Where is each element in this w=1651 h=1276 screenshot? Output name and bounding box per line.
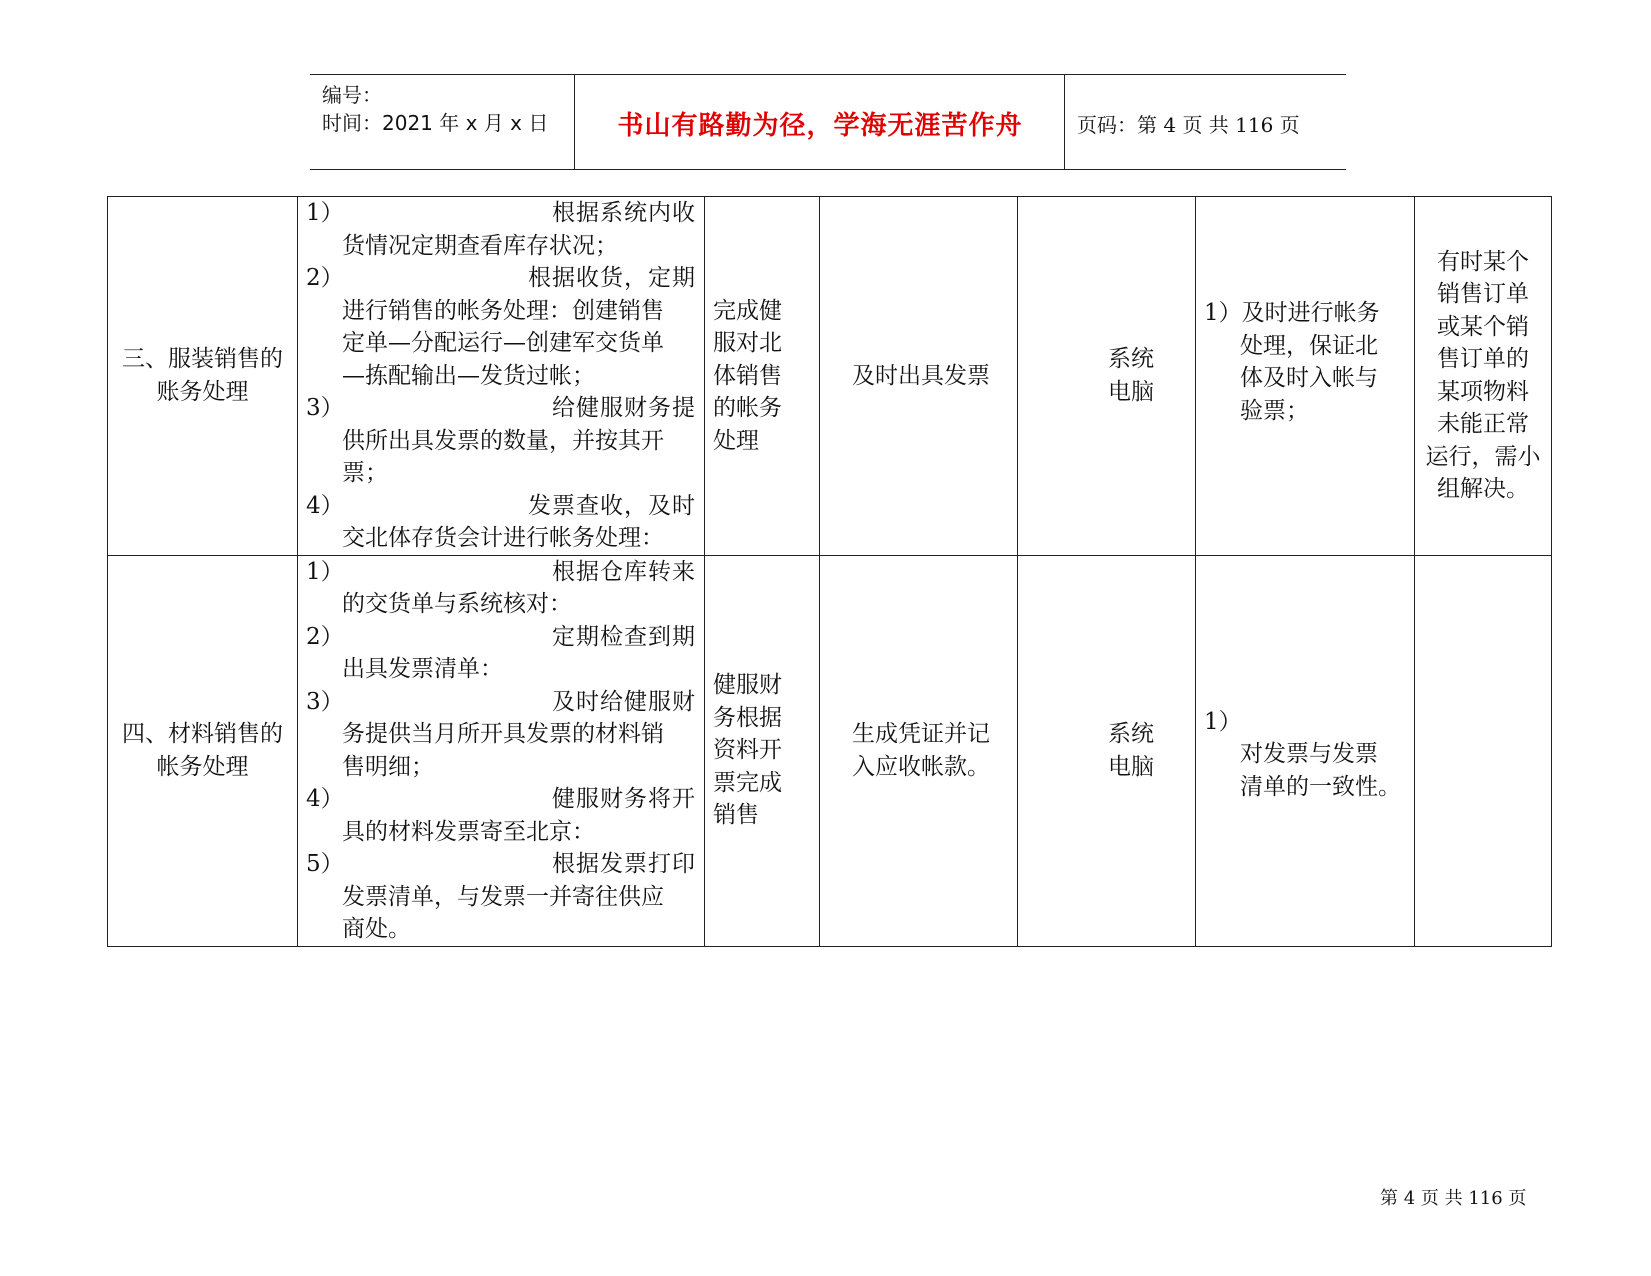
step-first-line <box>306 490 696 523</box>
steps-cell <box>298 555 705 946</box>
tool-cell-line: 系统 <box>1108 721 1154 747</box>
issue-cell-line: 售订单的 <box>1437 346 1529 373</box>
step-item <box>306 686 696 784</box>
stage-cell-line: 账务处理 <box>156 378 249 405</box>
stage-cell <box>108 555 298 946</box>
output-cell-line: 的帐务 <box>713 395 782 421</box>
step-item <box>306 848 696 946</box>
issue-cell <box>1415 555 1552 946</box>
step-continuation: 交北体存货会计进行帐务处理： <box>342 525 664 551</box>
step-text: 根据仓库转来 <box>552 558 696 585</box>
stage-cell <box>108 197 298 556</box>
control-cell-line: 清单的一致性。 <box>1240 773 1401 800</box>
control-cell-line: 体及时入帐与 <box>1240 365 1378 391</box>
page-footer: 第 4 页 共 116 页 <box>1380 1188 1527 1209</box>
control-cell <box>1196 197 1415 556</box>
issue-cell-line: 有时某个 <box>1437 248 1529 275</box>
step-first-line <box>306 783 696 816</box>
step-item <box>306 556 696 621</box>
output-cell <box>705 197 820 556</box>
issue-cell-line: 组解决。 <box>1437 476 1529 503</box>
stage-cell-line: 四、材料销售的 <box>122 721 283 747</box>
step-continuation: 票； <box>342 460 388 486</box>
page-label: 页码：第 4 页 共 116 页 <box>1077 113 1300 137</box>
header-motto-cell <box>574 75 1065 169</box>
step-first-line <box>306 556 696 589</box>
control-cell-line: 验票； <box>1240 397 1309 424</box>
step-number: 5） <box>306 851 344 877</box>
process-table <box>107 196 1552 947</box>
output-cell-line: 务根据 <box>713 704 782 731</box>
header-page-cell <box>1064 75 1346 169</box>
step-text: 及时给健服财 <box>552 688 696 715</box>
output-cell-line: 健服财 <box>713 672 782 699</box>
output-cell-line: 完成健 <box>713 297 782 324</box>
result-cell-line: 及时出具发票 <box>852 362 990 389</box>
result-cell <box>820 555 1018 946</box>
output-cell-line: 体销售 <box>713 362 782 389</box>
step-continuation: 商处。 <box>342 916 411 942</box>
step-item <box>306 783 696 848</box>
issue-cell-line: 某项物料 <box>1437 378 1529 405</box>
output-cell-line: 处理 <box>713 427 759 454</box>
control-cell-line: 对发票与发票 <box>1240 741 1378 767</box>
control-cell-line: 处理，保证北 <box>1240 332 1378 359</box>
output-cell <box>705 555 820 946</box>
time-label: 时间：2021 年 x 月 x 日 <box>322 111 549 135</box>
output-cell-line: 票完成 <box>713 769 782 796</box>
control-cell-line: 1）及时进行帐务 <box>1204 300 1380 326</box>
page-header <box>310 74 1346 170</box>
step-number: 4） <box>306 492 344 519</box>
steps-cell <box>298 197 705 556</box>
step-number: 3） <box>306 395 344 421</box>
step-number: 1） <box>306 558 344 585</box>
output-cell-line: 销售 <box>713 802 759 829</box>
step-item <box>306 490 696 555</box>
step-first-line <box>306 197 696 230</box>
step-number: 1） <box>306 200 344 226</box>
step-first-line <box>306 848 696 881</box>
step-continuation: 具的材料发票寄至北京： <box>342 818 595 845</box>
control-cell <box>1196 555 1415 946</box>
issue-cell-line: 运行，需小 <box>1425 443 1541 470</box>
step-first-line <box>306 621 696 654</box>
result-cell-line: 生成凭证并记 <box>852 721 990 747</box>
step-continuation: 定单—分配运行—创建军交货单 <box>342 330 664 356</box>
issue-cell-line: 未能正常 <box>1437 411 1529 438</box>
step-continuation: 进行销售的帐务处理：创建销售 <box>342 297 664 324</box>
step-item <box>306 392 696 490</box>
tool-cell-line: 电脑 <box>1108 753 1154 780</box>
output-cell-line: 资料开 <box>713 737 782 764</box>
table-row <box>108 197 1552 556</box>
step-first-line <box>306 686 696 719</box>
step-item <box>306 262 696 392</box>
step-continuation: 售明细； <box>342 753 434 780</box>
step-first-line <box>306 392 696 425</box>
tool-cell <box>1018 555 1196 946</box>
step-continuation: —拣配输出—发货过帐； <box>342 362 595 389</box>
issue-cell <box>1415 197 1552 556</box>
tool-cell-line: 电脑 <box>1108 378 1154 405</box>
header-meta <box>310 75 574 169</box>
step-text: 根据系统内收 <box>552 200 696 226</box>
result-cell <box>820 197 1018 556</box>
step-continuation: 货情况定期查看库存状况； <box>342 232 618 259</box>
step-first-line <box>306 262 696 295</box>
step-item <box>306 197 696 262</box>
issue-cell-line: 或某个销 <box>1437 313 1529 340</box>
step-number: 4） <box>306 786 344 812</box>
step-continuation: 发票清单，与发票一并寄往供应 <box>342 883 664 910</box>
number-label: 编号： <box>322 83 382 107</box>
output-cell-line: 服对北 <box>713 330 782 356</box>
stage-cell-line: 帐务处理 <box>156 753 249 780</box>
step-continuation: 供所出具发票的数量，并按其开 <box>342 427 664 454</box>
step-continuation: 务提供当月所开具发票的材料销 <box>342 721 664 747</box>
step-text: 根据发票打印 <box>552 851 696 877</box>
step-continuation: 出具发票清单： <box>342 656 503 682</box>
tool-cell <box>1018 197 1196 556</box>
step-text: 发票查收，及时 <box>528 492 696 519</box>
tool-cell-line: 系统 <box>1108 346 1154 373</box>
step-text: 给健服财务提 <box>552 395 696 421</box>
step-continuation: 的交货单与系统核对： <box>342 591 572 617</box>
step-number: 2） <box>306 265 344 291</box>
motto: 书山有路勤为径，学海无涯苦作舟 <box>617 111 1023 141</box>
step-text: 根据收货，定期 <box>528 265 696 291</box>
issue-cell-line: 销售订单 <box>1437 281 1529 308</box>
step-number: 2） <box>306 623 344 650</box>
step-text: 定期检查到期 <box>552 623 696 650</box>
result-cell-line: 入应收帐款。 <box>852 753 990 780</box>
step-item <box>306 621 696 686</box>
table-row <box>108 555 1552 946</box>
step-number: 3） <box>306 688 344 715</box>
control-cell-line: 1） <box>1204 708 1242 735</box>
step-text: 健服财务将开 <box>552 786 696 812</box>
stage-cell-line: 三、服装销售的 <box>122 346 283 373</box>
